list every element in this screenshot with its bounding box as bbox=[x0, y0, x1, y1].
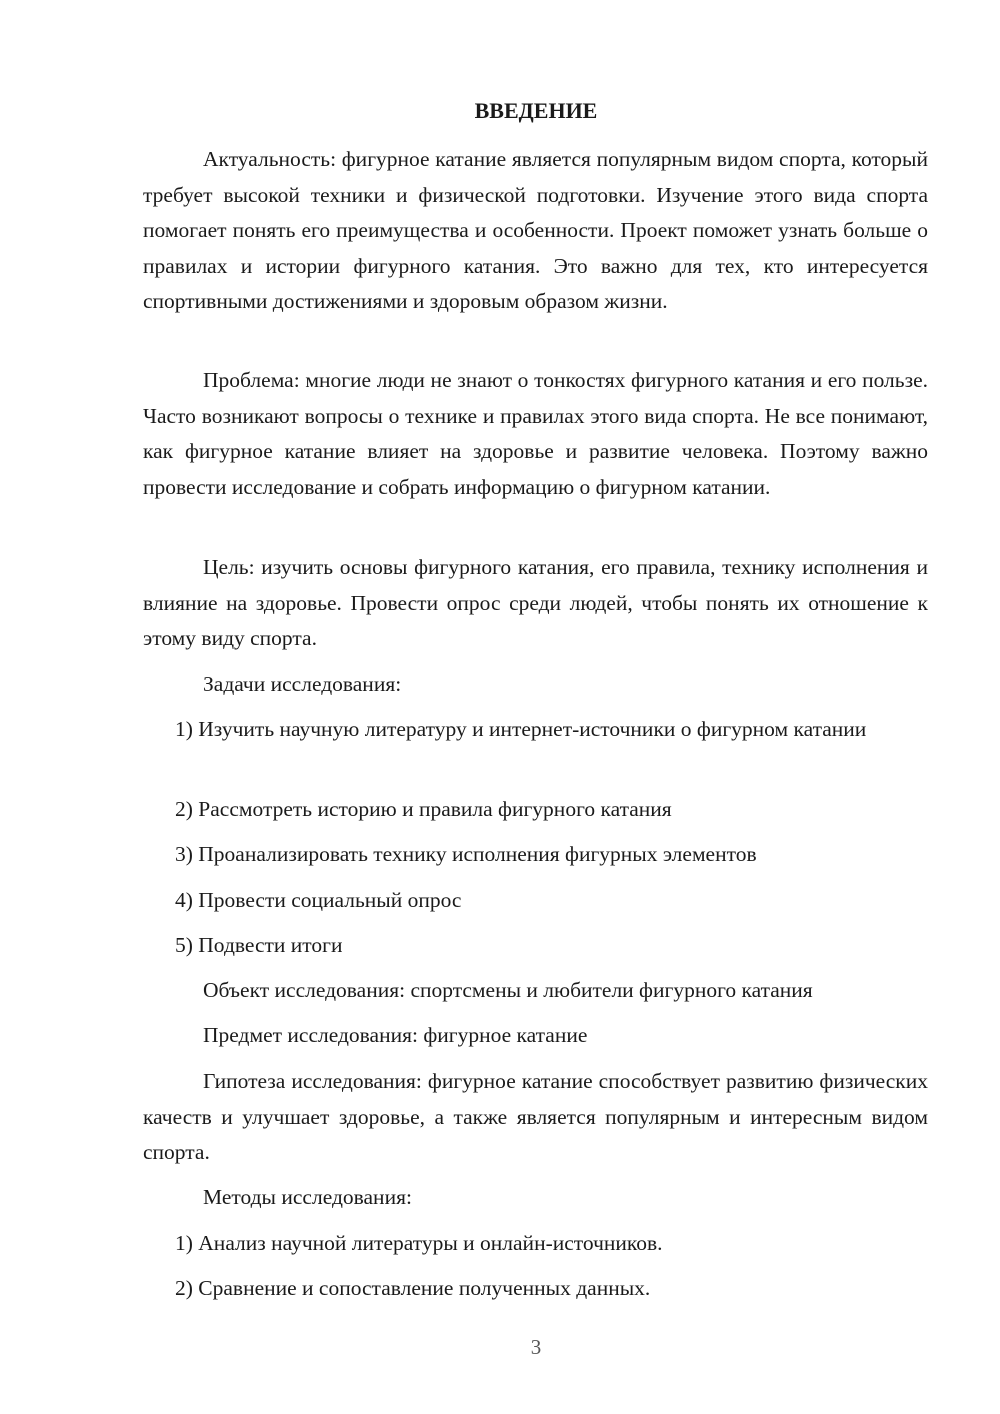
method-item-1: 1) Анализ научной литературы и онлайн-источников. bbox=[175, 1231, 663, 1255]
section-heading: ВВЕДЕНИЕ bbox=[474, 98, 598, 123]
methods-title: Методы исследования: bbox=[203, 1185, 412, 1209]
task-item-4: 4) Провести социальный опрос bbox=[175, 888, 462, 912]
task-item-2: 2) Рассмотреть историю и правила фигурного катания bbox=[175, 797, 672, 821]
hypothesis-paragraph: Гипотеза исследования: фигурное катание способствует развитию физических качеств и улучшает здоровье, а также является популярным и интересным видом спорта. bbox=[143, 1069, 928, 1164]
relevance-paragraph: Актуальность: фигурное катание является популярным видом спорта, который требует высокой техники и физической подготовки. Изучение этого вида спорта помогает понять его преимущества и особенности. Проект поможет узнать больше о правилах и истории фигурного катания. Это важно для тех, кто интересуется спортивными достижениями и здоровым образом жизни. bbox=[143, 147, 928, 313]
tasks-title: Задачи исследования: bbox=[203, 672, 402, 696]
task-item-1: 1) Изучить научную литературу и интернет-источники о фигурном катании bbox=[175, 717, 867, 741]
task-item-5: 5) Подвести итоги bbox=[175, 933, 343, 957]
method-item-2: 2) Сравнение и сопоставление полученных данных. bbox=[175, 1276, 651, 1300]
research-object: Объект исследования: спортсмены и любители фигурного катания bbox=[203, 978, 813, 1002]
research-subject: Предмет исследования: фигурное катание bbox=[203, 1023, 588, 1047]
problem-paragraph: Проблема: многие люди не знают о тонкостях фигурного катания и его пользе. Часто возникают вопросы о технике и правилах этого вида спорта. Не все понимают, как фигурное катание влияет на здоровье и развитие человека. Поэтому важно провести исследование и собрать информацию о фигурном катании. bbox=[143, 368, 928, 499]
task-item-3: 3) Проанализировать технику исполнения фигурных элементов bbox=[175, 842, 757, 866]
goal-paragraph: Цель: изучить основы фигурного катания, его правила, технику исполнения и влияние на здоровье. Провести опрос среди людей, чтобы понять их отношение к этому виду спорта. bbox=[143, 555, 928, 650]
page-number: 3 bbox=[530, 1335, 542, 1359]
